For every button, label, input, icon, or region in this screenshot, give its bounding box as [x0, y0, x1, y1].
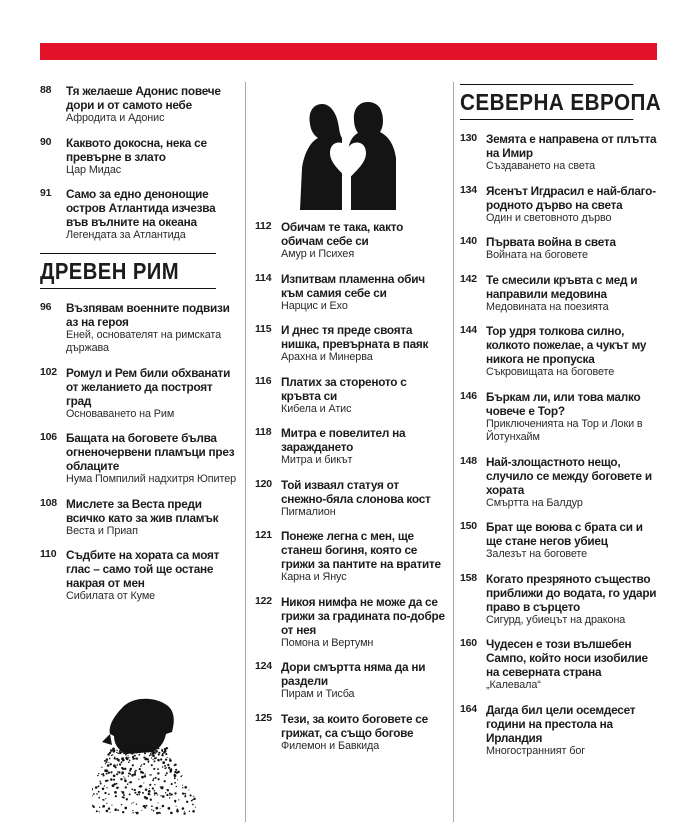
entry-subtitle: Веста и Приап: [66, 524, 138, 537]
entry-title: Изпитвам пламенна обич към самия себе си: [281, 271, 425, 300]
entry-title: Бащата на боговете бълва огненочервени пламъци през облаците: [66, 431, 235, 473]
toc-entry[interactable]: [255, 529, 445, 585]
entry-title: Дагда бил цели осемдесет години на престола на Ирландия: [486, 702, 636, 745]
toc-entry[interactable]: [255, 272, 445, 314]
column-divider: [245, 82, 246, 822]
entry-subtitle: Пирам и Тисба: [281, 688, 355, 700]
page-number: 112: [255, 220, 272, 232]
entry-subtitle: Амур и Психея: [281, 248, 355, 260]
page-number: 90: [40, 135, 52, 148]
entry-title: Тя желаеше Адонис повече дори и от самото небе: [66, 84, 221, 112]
toc-entry[interactable]: [40, 187, 240, 243]
entry-title: Когато презряното същество приближи до водата, го удари право в сърцето: [486, 571, 657, 614]
page-number: 158: [460, 571, 477, 584]
page-number: 124: [255, 660, 272, 672]
entry-title: Най-злощастното нещо, случило се между боговете и хората: [486, 454, 652, 497]
entry-subtitle: Многостранният бог: [486, 744, 586, 757]
page-number: 134: [460, 183, 477, 196]
entry-title: Чудесен е този вълшебен Сампо, който носи изобилие на северната страна: [486, 637, 648, 679]
entry-title: Обичам те така, както обичам себе си: [281, 220, 404, 248]
toc-entry[interactable]: [40, 497, 240, 539]
toc-entry[interactable]: [460, 235, 657, 263]
page-number: 142: [460, 272, 477, 285]
toc-entry[interactable]: [255, 712, 445, 754]
section-heading: СЕВЕРНА ЕВРОПА: [460, 84, 633, 120]
couple-silhouette-illustration: [298, 98, 398, 210]
entry-title: Понеже легна с мен, ще станеш богиня, която се грижи за пантите на вратите: [281, 529, 441, 571]
page-number: 102: [40, 365, 57, 378]
entry-subtitle: Один и световното дърво: [486, 211, 612, 224]
entry-subtitle: Афродита и Адонис: [66, 112, 165, 124]
entry-subtitle: Цар Мидас: [66, 163, 122, 176]
toc-entry[interactable]: [40, 301, 240, 356]
toc-entry[interactable]: [460, 520, 657, 562]
entry-title: Бъркам ли, или това малко човече е Тор?: [486, 389, 641, 418]
entry-title: Ромул и Рем били обхванати от желанието да построят град: [66, 365, 231, 408]
toc-entry[interactable]: [460, 132, 657, 174]
entry-title: Ясенът Игдрасил е най-благо-родното дърво на света: [486, 183, 656, 212]
entry-subtitle: „Калевала“: [486, 679, 541, 691]
toc-entry[interactable]: [40, 548, 240, 604]
accent-bar: [40, 43, 657, 60]
entry-title: Платих за стореното с кръвта си: [281, 374, 407, 403]
entry-title: Дори смъртта няма да ни раздели: [281, 660, 426, 688]
toc-entry[interactable]: [255, 426, 445, 468]
toc-entry[interactable]: [255, 660, 445, 702]
toc-entry[interactable]: [40, 136, 240, 178]
entry-subtitle: Съкровищата на боговете: [486, 366, 615, 378]
toc-entry[interactable]: [460, 273, 657, 315]
entry-subtitle: Филемон и Бавкида: [281, 739, 380, 752]
toc-entry[interactable]: [40, 366, 240, 422]
page-number: 148: [460, 454, 477, 467]
page-number: 160: [460, 637, 477, 649]
toc-entry[interactable]: [460, 572, 657, 628]
page-number: 120: [255, 477, 272, 490]
entry-title: Първата война в света: [486, 235, 616, 249]
page-number: 121: [255, 529, 272, 541]
entry-title: Само за едно денонощие остров Атлантида изчезва във вълните на океана: [66, 187, 216, 229]
toc-entry[interactable]: [255, 220, 445, 262]
entry-subtitle: Карна и Янус: [281, 571, 347, 583]
toc-entry[interactable]: [255, 323, 445, 365]
entry-subtitle: Медовината на поезията: [486, 300, 609, 313]
toc-entry[interactable]: [40, 431, 240, 487]
page-number: 115: [255, 323, 272, 335]
entry-title: Тор удря толкова силно, колкото пожелае, а чукът му никога не пропуска: [486, 324, 647, 366]
entry-subtitle: Арахна и Минерва: [281, 351, 373, 363]
toc-entry[interactable]: [460, 390, 657, 445]
page-number: 150: [460, 520, 477, 532]
entry-title: Възпявам военните подвизи аз на героя: [66, 300, 230, 329]
entry-title: И днес тя преде своята нишка, превърната в паяк: [281, 323, 429, 351]
toc-entry[interactable]: [255, 375, 445, 417]
entry-subtitle: Сибилата от Куме: [66, 590, 156, 602]
entry-subtitle: Смъртта на Балдур: [486, 496, 583, 509]
toc-entry[interactable]: [40, 84, 240, 126]
toc-entry[interactable]: [255, 595, 445, 651]
page-number: 130: [460, 132, 477, 144]
page-number: 110: [40, 548, 57, 560]
entry-subtitle: Помона и Вертумн: [281, 636, 374, 649]
page-number: 125: [255, 711, 272, 724]
entry-subtitle: Кибела и Атис: [281, 402, 352, 415]
page-number: 106: [40, 431, 57, 443]
page-number: 116: [255, 374, 272, 387]
column-right: [460, 84, 662, 768]
toc-entry[interactable]: [460, 184, 657, 226]
toc-entry[interactable]: [460, 455, 657, 511]
page-number: 108: [40, 496, 57, 509]
column-middle: [255, 220, 445, 763]
entry-subtitle: Пигмалион: [281, 505, 336, 518]
page-number: 96: [40, 300, 52, 313]
page-number: 164: [460, 702, 477, 715]
dissolving-head-illustration: [92, 690, 202, 815]
toc-entry[interactable]: [460, 703, 657, 759]
entry-subtitle: Войната на боговете: [486, 249, 588, 261]
entry-title: Съдбите на хората са моят глас – само той ще остане накрая от мен: [66, 548, 220, 590]
entry-title: Никоя нимфа не може да се грижи за градината по-добре от нея: [281, 594, 445, 637]
toc-entry[interactable]: [255, 478, 445, 520]
page-number: 144: [460, 324, 477, 336]
entry-subtitle: Създаването на света: [486, 160, 596, 172]
page-number: 91: [40, 187, 52, 199]
entry-subtitle: Приключенията на Тор и Локи в Йотунхайм: [486, 417, 643, 443]
entry-title: Той изваял статуя от снежно-бяла слонова кост: [281, 477, 431, 506]
entry-subtitle: Сигурд, убиецът на дракона: [486, 613, 626, 626]
column-left: [40, 84, 240, 614]
page-number: 146: [460, 389, 477, 402]
page-number: 114: [255, 271, 272, 284]
entry-subtitle: Нума Помпилий надхитря Юпитер: [66, 473, 237, 485]
page-number: 88: [40, 84, 52, 96]
entry-subtitle: Еней, основателят на римската държава: [66, 328, 221, 354]
entry-title: Мислете за Веста преди всичко като за жив пламък: [66, 496, 219, 525]
entry-title: Земята е направена от плътта на Имир: [486, 132, 657, 160]
column-divider: [453, 82, 454, 822]
entry-subtitle: Нарцис и Ехо: [281, 299, 348, 312]
toc-entry[interactable]: [460, 637, 657, 693]
entry-subtitle: Легендата за Атлантида: [66, 229, 186, 241]
entry-title: Каквото докосна, нека се превърне в злато: [66, 135, 207, 164]
entry-subtitle: Митра и бикът: [281, 454, 353, 466]
entry-subtitle: Основаването на Рим: [66, 407, 175, 420]
entry-title: Тези, за които боговете се грижат, са също богове: [281, 711, 428, 740]
toc-entry[interactable]: [460, 324, 657, 380]
entry-subtitle: Залезът на боговете: [486, 548, 588, 560]
page-number: 122: [255, 594, 272, 607]
section-heading: ДРЕВЕН РИМ: [40, 253, 216, 289]
entry-title: Те смесили кръвта с мед и направили медовина: [486, 272, 638, 301]
entry-title: Митра е повелител на зараждането: [281, 426, 406, 454]
page-number: 118: [255, 426, 272, 438]
page-number: 140: [460, 235, 477, 247]
entry-title: Брат ще воюва с брата си и ще стане негов убиец: [486, 520, 643, 548]
